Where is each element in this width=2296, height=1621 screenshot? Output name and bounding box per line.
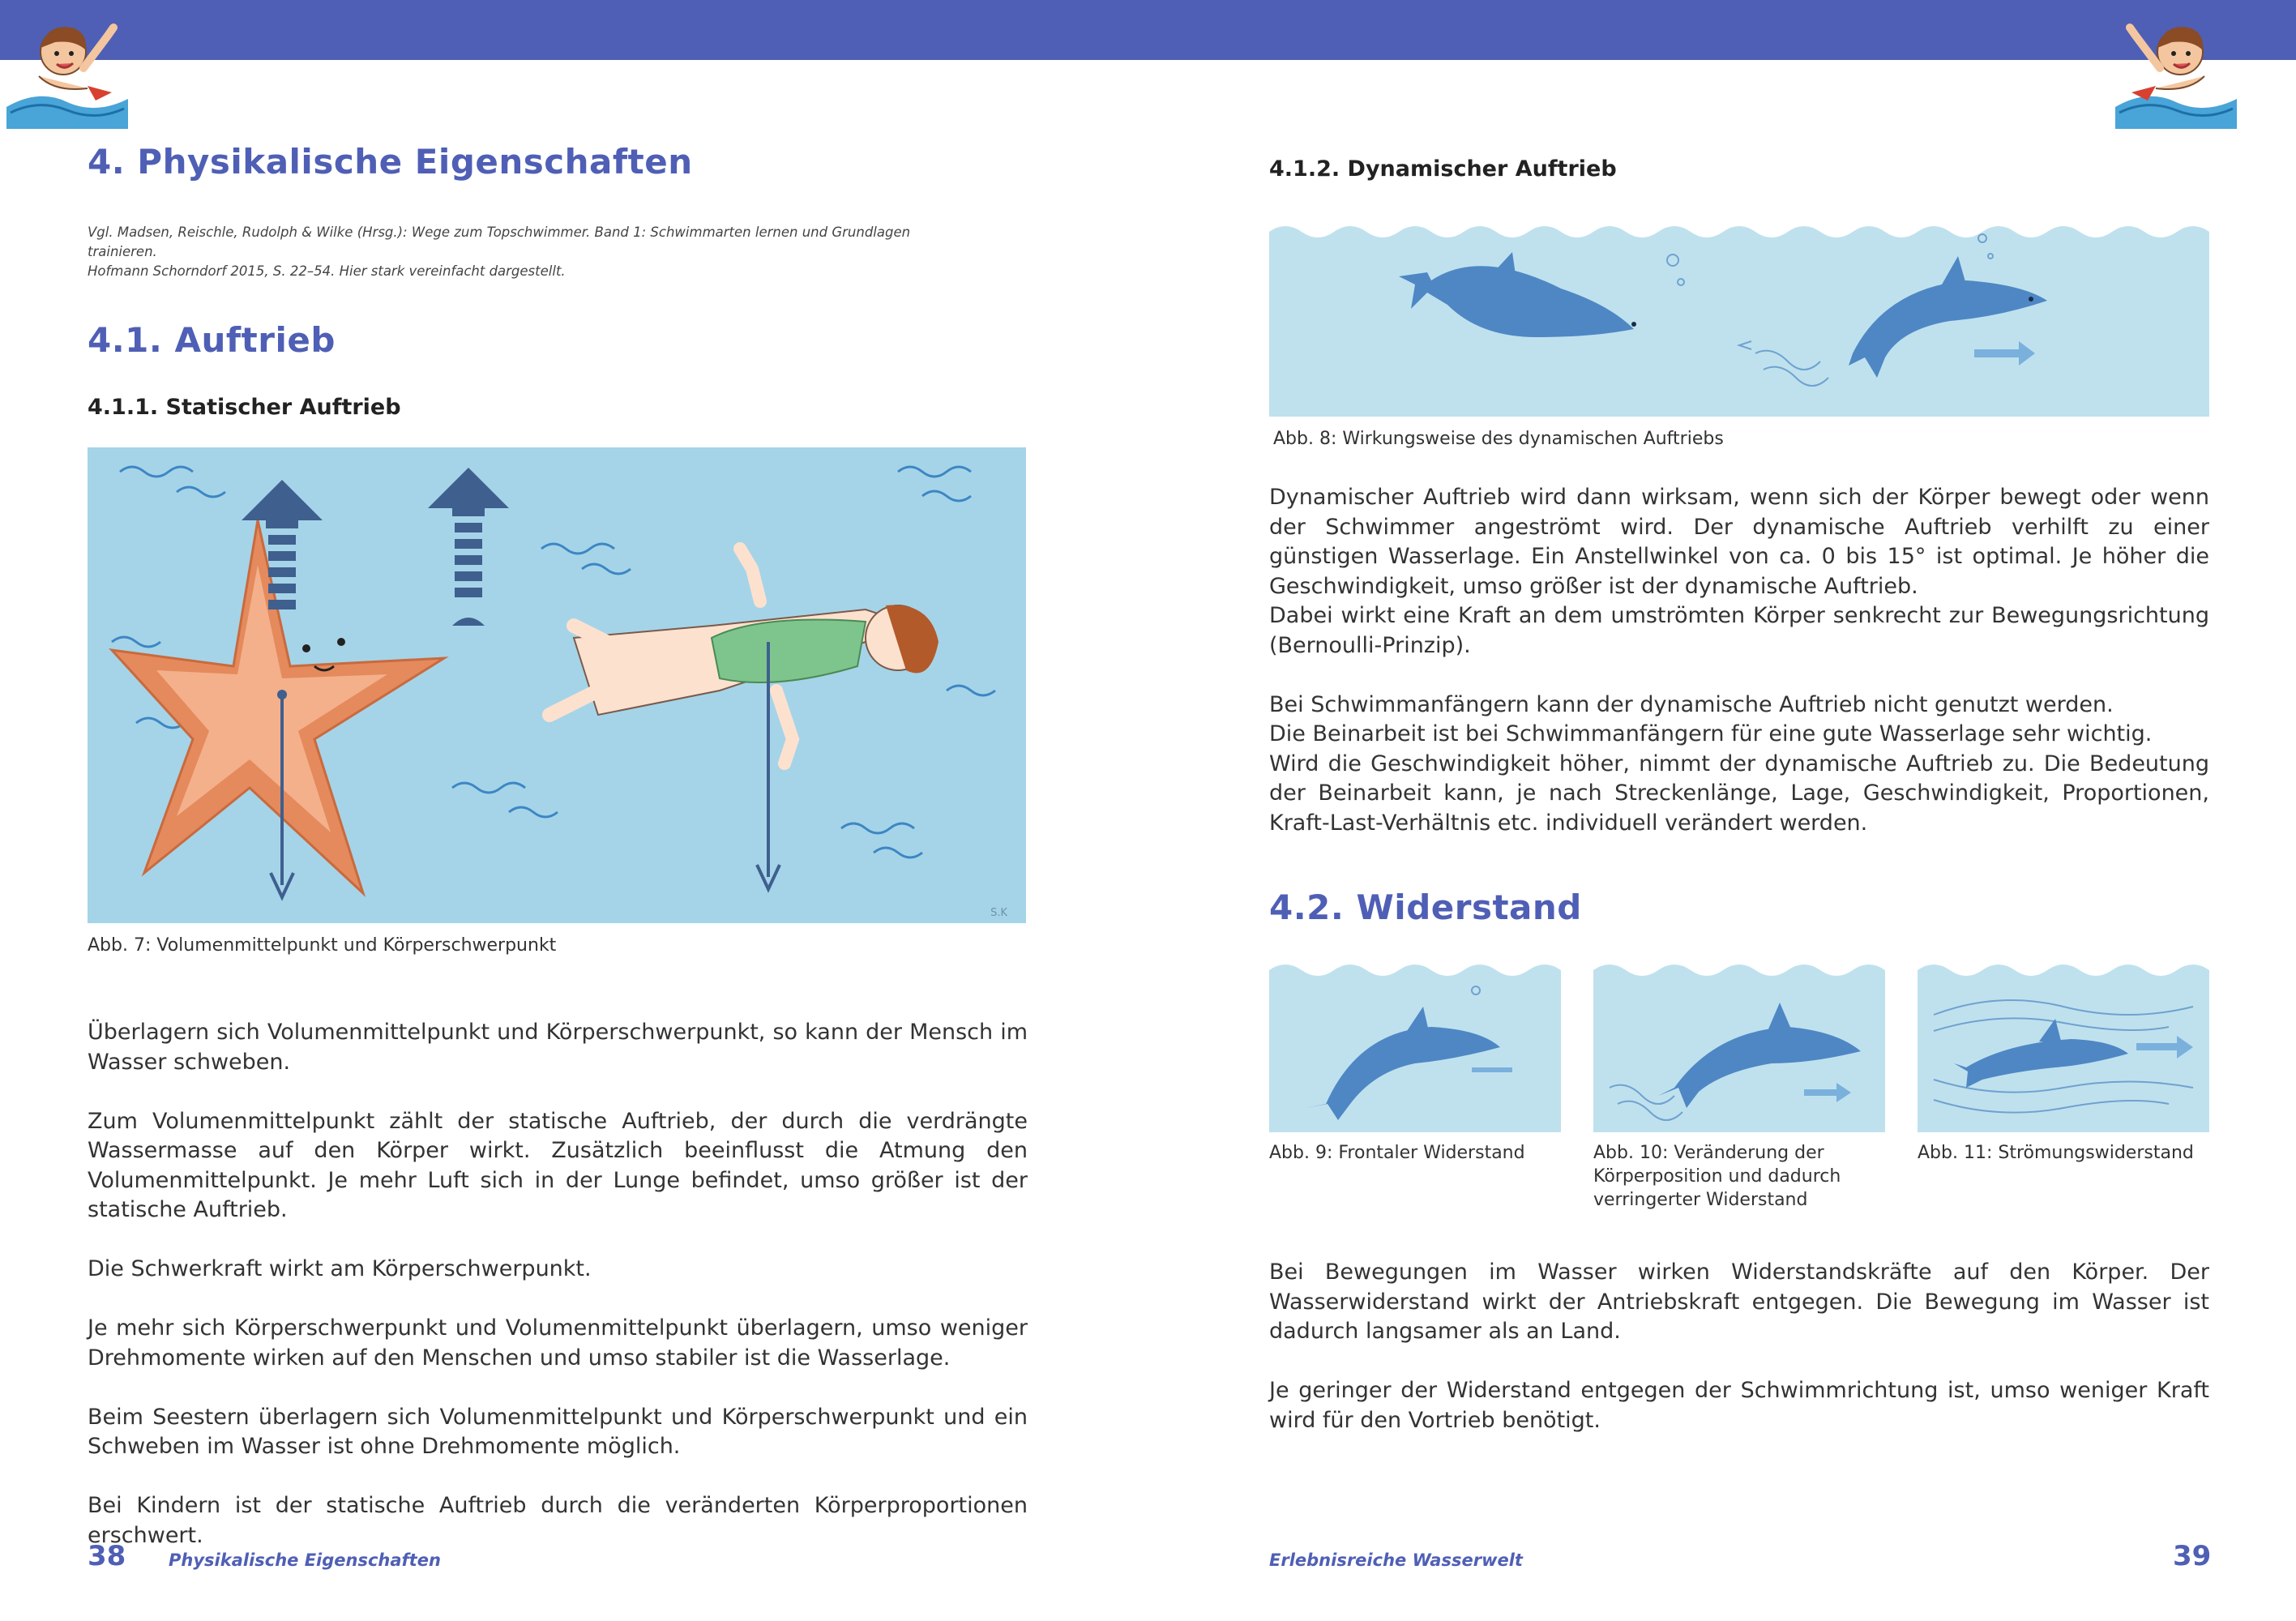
right-body-dynamic — [1269, 483, 2209, 838]
paragraph: Dabei wirkt eine Kraft an dem umströmten Körper senkrecht zur Bewegungsrichtung (Bernoulli-Prinzip). — [1269, 603, 2209, 658]
section-title-auftrieb: 4.1. Auftrieb — [88, 320, 336, 360]
figure-8-caption: Abb. 8: Wirkungsweise des dynamischen Auftriebs — [1273, 429, 1724, 449]
chapter-title: 4. Physikalische Eigenschaften — [88, 142, 693, 182]
right-page — [1269, 0, 2212, 1621]
paragraph: Wird die Geschwindigkeit höher, nimmt der dynamische Auftrieb zu. Die Bedeutung der Beinarbeit kann, je nach Streckenlänge, Lage, Geschwindigkeit, Proportionen, Kraft-Last-Verhältnis etc. individuell verändert werden. — [1269, 751, 2209, 836]
paragraph: Dynamischer Auftrieb wird dann wirksam, wenn sich der Körper bewegt oder wenn der Schwimmer angeströmt wird. Der dynamische Auftrieb verhilft zu einer günstigen Wasserlage. Ein Anstellwinkel von ca. 0 bis 15° ist optimal. Je höher die Geschwindigkeit, umso größer ist der dynamische Auftrieb. — [1269, 485, 2209, 599]
paragraph: Beim Seestern überlagern sich Volumenmittelpunkt und Körperschwerpunkt und ein Schweben im Wasser ist ohne Drehmomente möglich. — [88, 1404, 1028, 1459]
figure-7-caption: Abb. 7: Volumenmittelpunkt und Körperschwerpunkt — [88, 935, 557, 956]
paragraph: Bei Schwimmanfängern kann der dynamische Auftrieb nicht genutzt werden. — [1269, 691, 2114, 717]
figure-11-illustration — [1918, 958, 2209, 1132]
paragraph: Überlagern sich Volumenmittelpunkt und Körperschwerpunkt, so kann der Mensch im Wasser schweben. — [88, 1020, 1028, 1075]
figure-10-illustration — [1593, 958, 1885, 1132]
paragraph: Zum Volumenmittelpunkt zählt der statische Auftrieb, der durch die verdrängte Wassermasse auf den Körper wirkt. Zusätzlich beeinflusst die Atmung den Volumenmittelpunkt. Je mehr Luft sich in der Lunge befindet, umso größer ist der statische Auftrieb. — [88, 1108, 1028, 1222]
figure-11-caption: Abb. 11: Strömungswiderstand — [1918, 1143, 2194, 1163]
section-title-widerstand: 4.2. Widerstand — [1269, 887, 1582, 927]
page-number-right: 39 — [2173, 1540, 2212, 1572]
figure-8-illustration — [1269, 216, 2209, 417]
figure-signature: S.K — [990, 907, 1007, 919]
paragraph: Bei Bewegungen im Wasser wirken Widerstandskräfte auf den Körper. Der Wasserwiderstand wirkt der Antriebskraft entgegen. Die Bewegung im Wasser ist dadurch langsamer als an Land. — [1269, 1260, 2209, 1344]
paragraph: Die Schwerkraft wirkt am Körperschwerpunkt. — [88, 1256, 592, 1281]
paragraph: Je geringer der Widerstand entgegen der Schwimmrichtung ist, umso weniger Kraft wird für den Vortrieb benötigt. — [1269, 1378, 2209, 1433]
figure-10-caption: Abb. 10: Veränderung der Körperposition und dadurch verringerter Widerstand — [1593, 1143, 1841, 1210]
right-body-resistance — [1269, 1258, 2209, 1435]
left-page — [88, 0, 1028, 1621]
citation-line-2: Hofmann Schorndorf 2015, S. 22–54. Hier stark vereinfacht dargestellt. — [88, 263, 566, 279]
paragraph: Die Beinarbeit ist bei Schwimmanfängern für eine gute Wasserlage sehr wichtig. — [1269, 721, 2153, 746]
paragraph: Je mehr sich Körperschwerpunkt und Volumenmittelpunkt überlagern, umso weniger Drehmomente wirken auf den Menschen und umso stabiler ist die Wasserlage. — [88, 1315, 1028, 1371]
paragraph: Bei Kindern ist der statische Auftrieb durch die veränderten Körperproportionen erschwert. — [88, 1493, 1028, 1548]
subsection-title-dynamic: 4.1.2. Dynamischer Auftrieb — [1269, 156, 1617, 182]
page-number-left: 38 — [88, 1540, 126, 1572]
figure-9-illustration — [1269, 958, 1561, 1132]
subsection-title-static: 4.1.1. Statischer Auftrieb — [88, 395, 401, 420]
citation-line-1: Vgl. Madsen, Reischle, Rudolph & Wilke (Hrsg.): Wege zum Topschwimmer. Band 1: Schwimmarten lernen und Grundlagen trainieren. — [88, 225, 911, 259]
left-body-text — [88, 1018, 1028, 1550]
figure-9-caption: Abb. 9: Frontaler Widerstand — [1269, 1143, 1525, 1163]
footer-left: Physikalische Eigenschaften — [169, 1550, 441, 1570]
footer-right: Erlebnisreiche Wasserwelt — [1269, 1550, 1523, 1570]
figure-7-illustration — [88, 447, 1026, 923]
citation — [88, 223, 979, 281]
